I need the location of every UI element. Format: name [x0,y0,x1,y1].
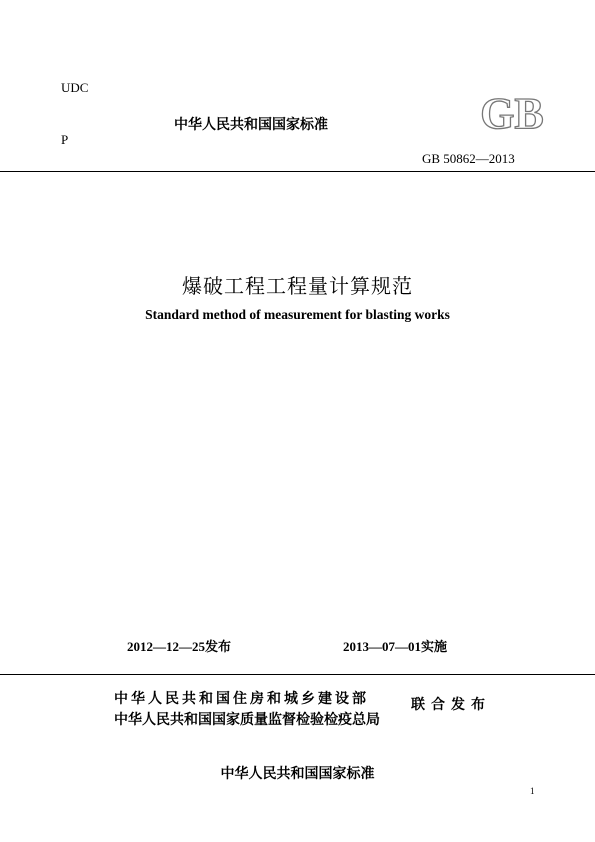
header-divider [0,171,595,172]
footer-divider [0,674,595,675]
title-english: Standard method of measurement for blasting works [145,307,450,322]
gb-logo-text: GB [480,89,544,136]
standard-type-heading: 中华人民共和国国家标准 [174,117,328,133]
title-chinese: 爆破工程工程量计算规范 [182,274,413,298]
gb-logo [470,88,554,136]
publisher-line-1: 中华人民共和国住房和城乡建设部 [114,691,369,707]
udc-label: UDC [61,80,89,95]
standard-number: GB 50862—2013 [422,151,515,166]
publisher-line-2: 中华人民共和国国家质量监督检验检疫总局 [114,712,380,728]
category-code: P [61,132,69,147]
issue-date: 2012—12—25发布 [127,639,232,654]
page-number: 1 [530,786,535,796]
implementation-date: 2013—07—01实施 [343,639,448,654]
footer-standard-type: 中华人民共和国国家标准 [220,766,375,782]
joint-publication-label: 联合发布 [411,697,491,713]
